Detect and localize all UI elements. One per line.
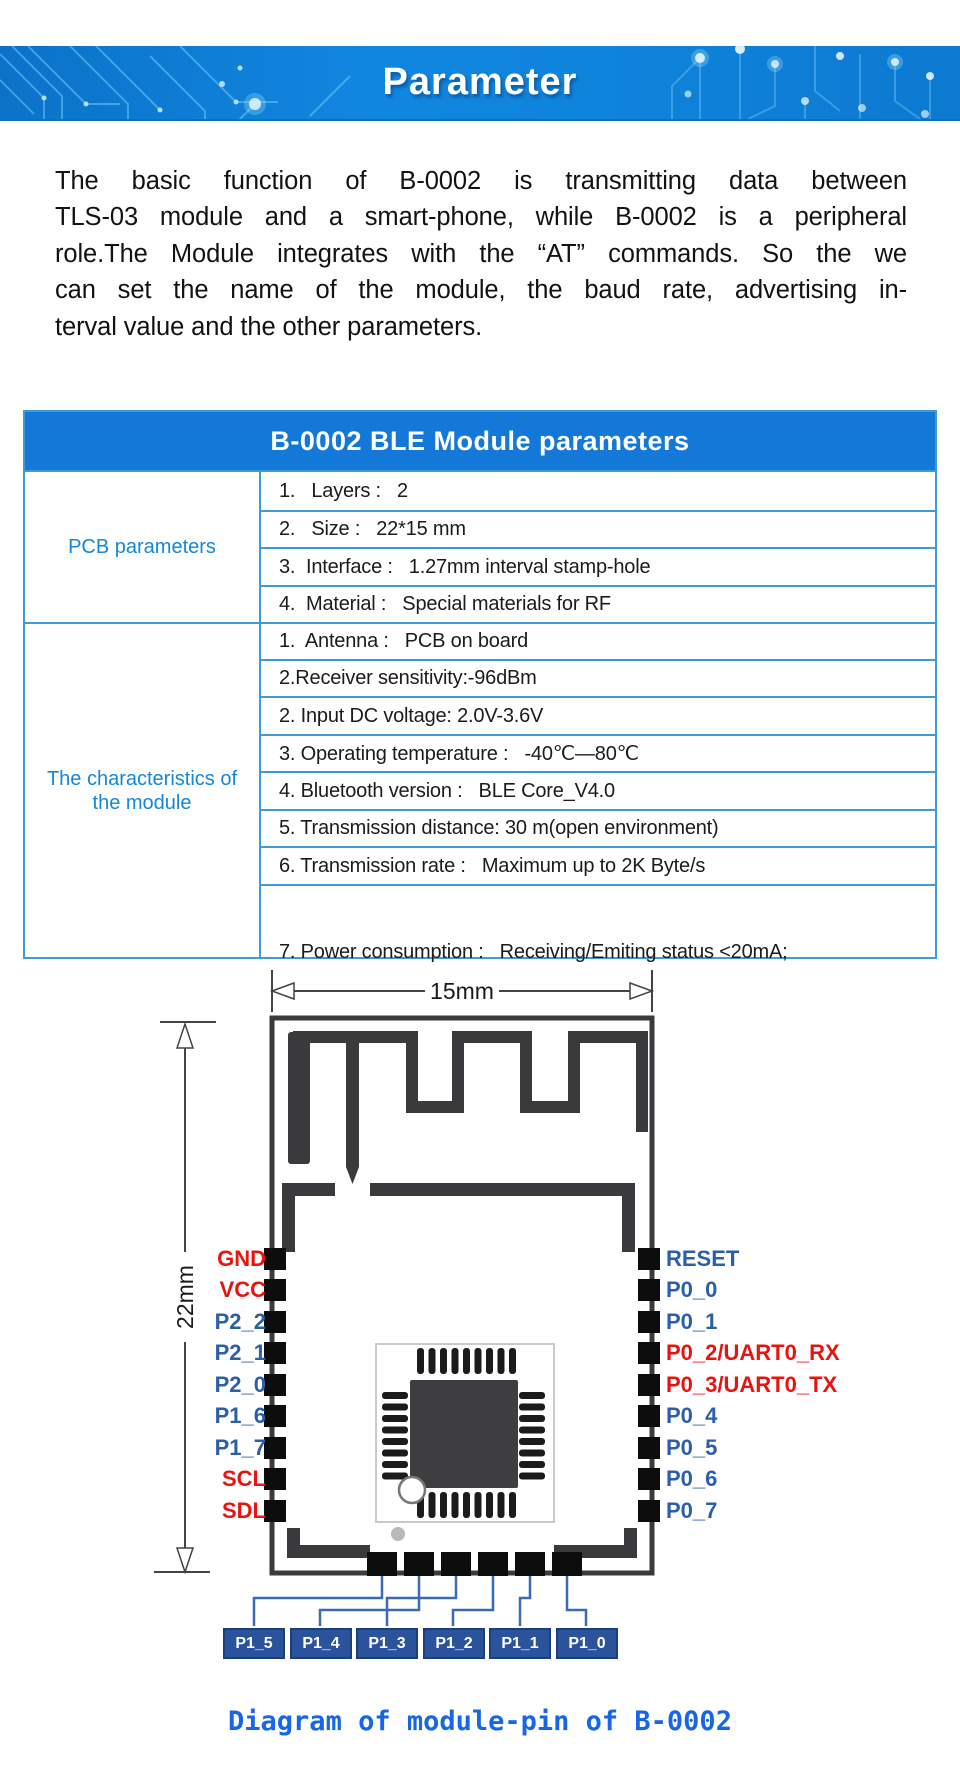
left-edge-pads (264, 1248, 286, 1522)
fiducial-dot (391, 1527, 405, 1541)
table-row: 2. Input DC voltage: 2.0V-3.6V (261, 696, 935, 734)
pin-label-p2-1: P2_1 (214, 1340, 266, 1365)
pin-box-p1-3: P1_3 (356, 1628, 418, 1659)
pin-label-reset: RESET (666, 1246, 740, 1271)
chip-pin1-marker (399, 1477, 425, 1503)
arrowhead-left (272, 983, 294, 999)
table-row: 3. Interface : 1.27mm interval stamp-hole (261, 547, 935, 585)
table-row: 2.Receiver sensitivity:-96dBm (261, 659, 935, 696)
table-row: 2. Size : 22*15 mm (261, 510, 935, 547)
pin-label-p0-0: P0_0 (666, 1277, 718, 1302)
arrowhead-down (177, 1548, 193, 1572)
pin-label-p0-2-uart0-rx: P0_2/UART0_RX (666, 1340, 840, 1365)
pin-label-p0-4: P0_4 (666, 1403, 718, 1428)
table-row: 3. Operating temperature : -40℃—80℃ (261, 734, 935, 771)
pin-label-scl: SCL (222, 1466, 266, 1491)
pin-label-p2-0: P2_0 (214, 1372, 266, 1397)
table-row: 1. Antenna : PCB on board (279, 630, 529, 652)
pin-routing-wires (254, 1576, 586, 1626)
arrowhead-up (177, 1024, 193, 1048)
table-row: 4. Bluetooth version : BLE Core_V4.0 (261, 771, 935, 809)
pin-box-p1-5: P1_5 (223, 1628, 285, 1659)
table-section-pcb (25, 470, 935, 622)
intro-paragraph (55, 163, 907, 345)
table-row: 6. Transmission rate : Maximum up to 2K Byte/s (261, 846, 935, 884)
arrowhead-right (630, 983, 652, 999)
pin-label-p1-6: P1_6 (214, 1403, 266, 1428)
table-row-power (261, 884, 935, 963)
parameter-banner (0, 46, 960, 121)
antenna-stub (346, 1037, 359, 1167)
pin-label-p0-7: P0_7 (666, 1498, 718, 1523)
power-consumption-line1: 7. Power consumption : Receiving/Emiting status <20mA; (279, 941, 788, 963)
diagram-caption: Diagram of module-pin of B-0002 (228, 1706, 732, 1737)
pin-box-p1-1: P1_1 (489, 1628, 551, 1659)
section-label-text: PCB parameters (68, 536, 216, 558)
pcb-rows (261, 472, 935, 622)
section-label-text-line1: The characteristics of (46, 767, 238, 790)
section-label-pcb (25, 472, 261, 622)
table-section-characteristics (25, 622, 935, 963)
chip-pins-bottom (417, 1492, 516, 1518)
intro-line: role.The Module integrates with the “AT” commands. So the we (55, 239, 907, 268)
intro-line: can set the name of the module, the baud rate, advertising in- (55, 276, 907, 305)
antenna-left-bar (288, 1032, 310, 1164)
pin-box-p1-2: P1_2 (423, 1628, 485, 1659)
intro-line: The basic function of B-0002 is transmitting data between (55, 167, 907, 195)
chip-pins-top (417, 1348, 516, 1374)
pin-label-sdl: SDL (222, 1498, 266, 1523)
intro-line: TLS-03 module and a smart-phone, while B-0002 is a peripheral (55, 203, 907, 232)
pin-box-p1-4: P1_4 (290, 1628, 352, 1659)
pin-label-vcc: VCC (219, 1277, 266, 1302)
pin-box-p1-0: P1_0 (556, 1628, 618, 1659)
table-row: 5. Transmission distance: 30 m(open environment) (261, 809, 935, 846)
characteristics-rows (261, 624, 935, 963)
parameters-table (23, 410, 937, 963)
chip-body (410, 1380, 518, 1488)
table-title: B-0002 BLE Module parameters (25, 412, 935, 470)
section-label-text-line2: the module (92, 791, 192, 814)
pin-label-p0-6: P0_6 (666, 1466, 718, 1491)
right-edge-pads (638, 1248, 660, 1522)
pin-label-p2-2: P2_2 (214, 1309, 266, 1334)
pin-label-gnd: GND (217, 1246, 266, 1271)
table-row: 4. Material : Special materials for RF (261, 585, 935, 622)
table-row: 1. Layers : 2 (279, 479, 408, 502)
pin-label-p0-1: P0_1 (666, 1309, 718, 1334)
height-dimension-label: 22mm (172, 1252, 198, 1342)
intro-line: terval value and the other parameters. (55, 312, 483, 341)
pin-label-p0-5: P0_5 (666, 1435, 718, 1460)
pin-label-p1-7: P1_7 (214, 1435, 266, 1460)
width-dimension-label: 15mm (425, 978, 499, 1004)
page-title: Parameter (382, 61, 578, 103)
pin-label-p0-3-uart0-tx: P0_3/UART0_TX (666, 1372, 838, 1397)
section-label-characteristics (25, 624, 261, 957)
